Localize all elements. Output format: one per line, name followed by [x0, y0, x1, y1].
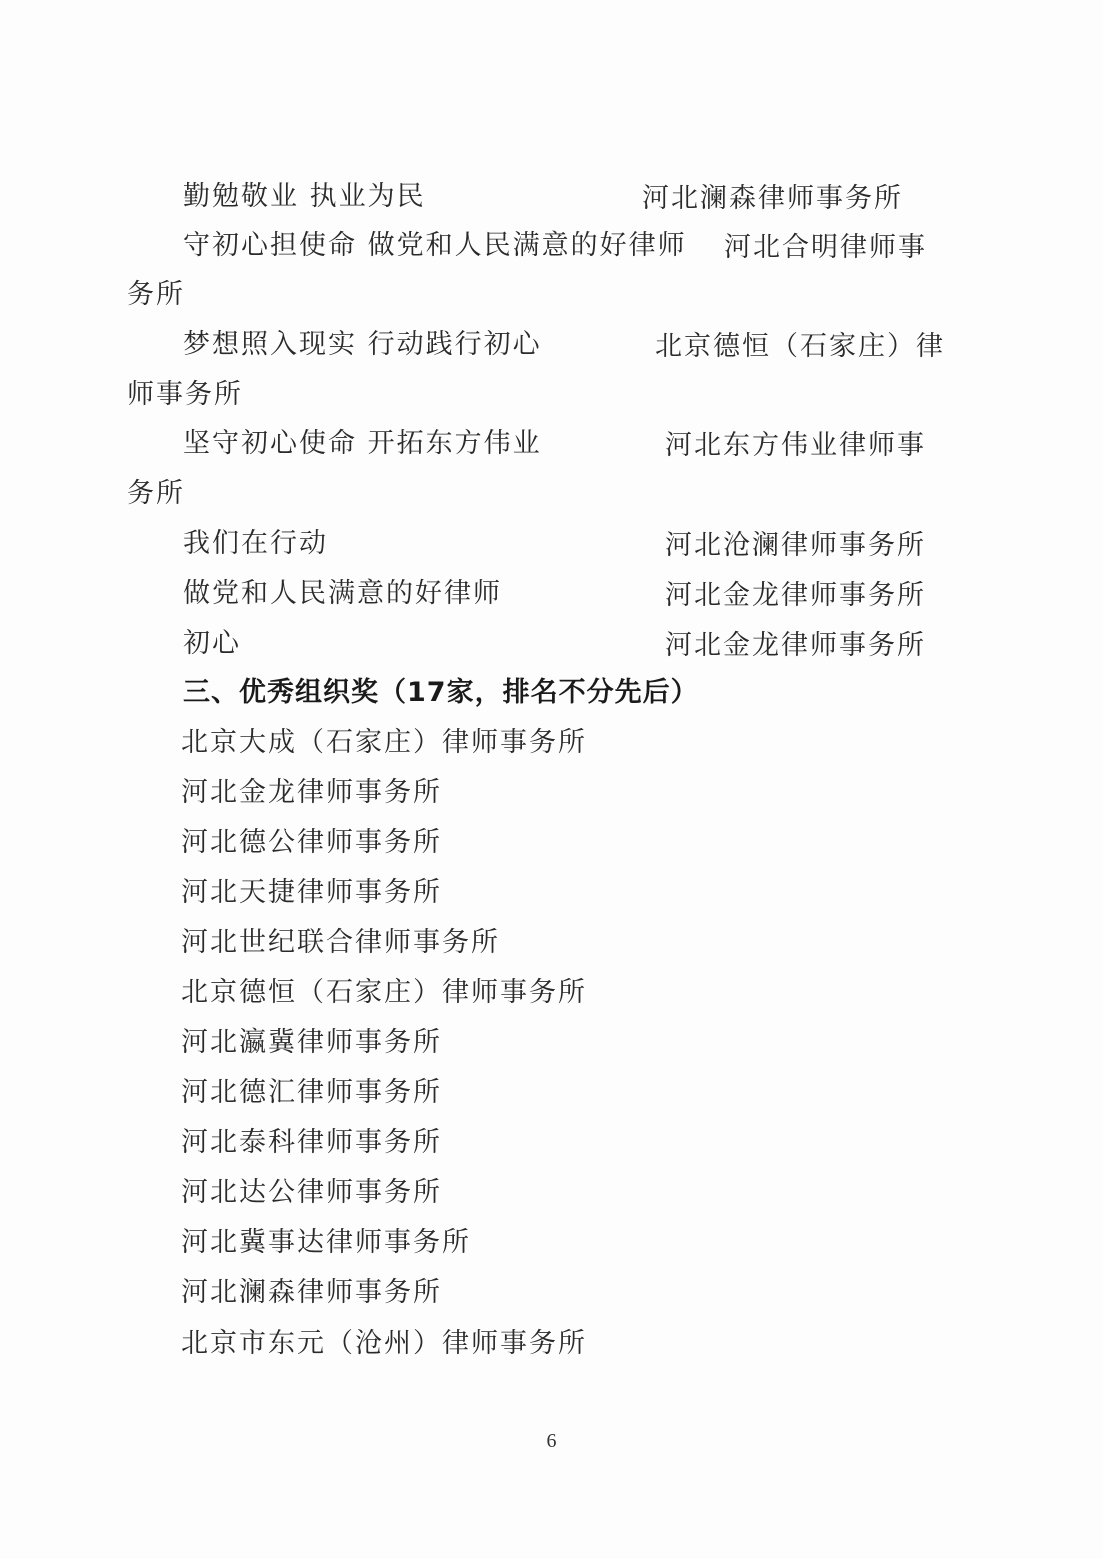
award-list-item: 河北金龙律师事务所	[181, 777, 442, 808]
award-list-item: 河北达公律师事务所	[181, 1177, 442, 1208]
entry-title: 坚守初心使命 开拓东方伟业	[183, 428, 542, 459]
section-heading: 三、优秀组织奖（17家，排名不分先后）	[183, 677, 699, 708]
entry-org: 河北澜森律师事务所	[642, 183, 903, 214]
award-list-item: 河北天捷律师事务所	[181, 877, 442, 908]
award-list-item: 河北泰科律师事务所	[181, 1127, 442, 1158]
award-list-item: 河北德公律师事务所	[181, 827, 442, 858]
award-list-item: 北京市东元（沧州）律师事务所	[181, 1328, 587, 1359]
entry-org-continued: 师事务所	[127, 379, 243, 410]
entry-title: 我们在行动	[183, 528, 328, 559]
award-list-item: 北京德恒（石家庄）律师事务所	[181, 977, 587, 1008]
page-number: 6	[546, 1430, 557, 1452]
entry-title: 梦想照入现实 行动践行初心	[183, 329, 542, 360]
entry-org: 河北合明律师事	[724, 232, 927, 263]
entry-org: 河北沧澜律师事务所	[665, 530, 926, 561]
award-list-item: 河北冀事达律师事务所	[181, 1227, 471, 1258]
award-list-item: 河北瀛冀律师事务所	[181, 1027, 442, 1058]
entry-org: 河北金龙律师事务所	[665, 630, 926, 661]
entry-title: 初心	[183, 628, 241, 659]
entry-org: 河北金龙律师事务所	[665, 580, 926, 611]
entry-org-continued: 务所	[127, 478, 185, 509]
entry-title: 勤勉敬业 执业为民	[183, 181, 426, 212]
entry-title: 守初心担使命 做党和人民满意的好律师	[183, 230, 687, 261]
entry-org: 河北东方伟业律师事	[665, 430, 926, 461]
entry-title: 做党和人民满意的好律师	[183, 578, 502, 609]
award-list-item: 河北澜森律师事务所	[181, 1277, 442, 1308]
award-list-item: 河北世纪联合律师事务所	[181, 927, 500, 958]
entry-org-continued: 务所	[127, 279, 185, 310]
award-list-item: 河北德汇律师事务所	[181, 1077, 442, 1108]
entry-org: 北京德恒（石家庄）律	[655, 331, 945, 362]
award-list-item: 北京大成（石家庄）律师事务所	[181, 727, 587, 758]
